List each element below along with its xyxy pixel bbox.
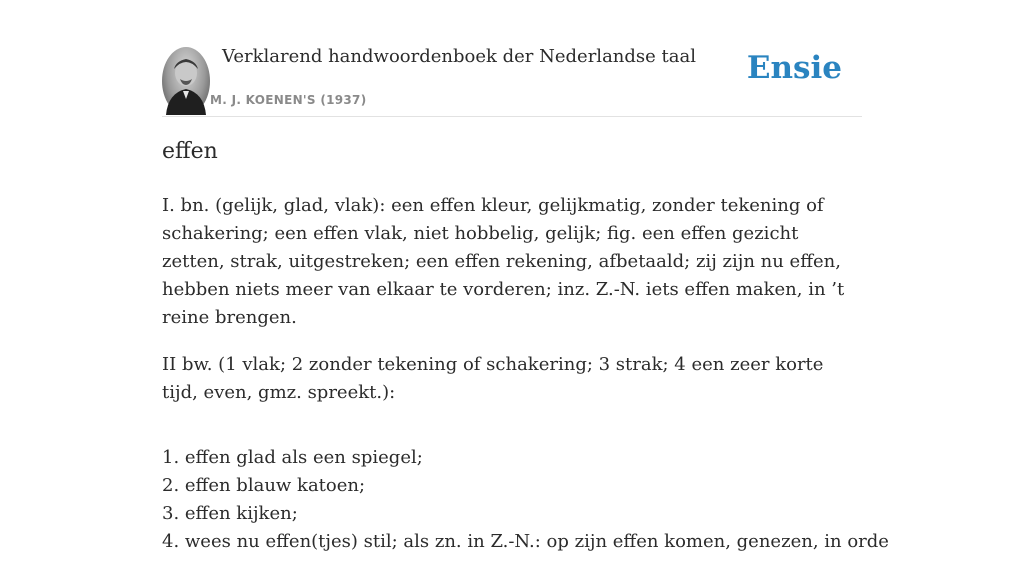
list-item: 1. effen glad als een spiegel; [162, 447, 423, 468]
list-item: 4. wees nu effen(tjes) stil; als zn. in Z.-N.: op zijn effen komen, genezen, in orde [162, 531, 889, 552]
brand-logo-link[interactable]: Ensie [746, 50, 842, 86]
definition-adverb: II bw. (1 vlak; 2 zonder tekening of schakering; 3 strak; 4 een zeer korte tijd, even, gmz. spreekt.): [162, 354, 824, 403]
list-item: 3. effen kijken; [162, 503, 298, 524]
entry-content [162, 192, 889, 574]
definition-adjective: I. bn. (gelijk, glad, vlak): een effen kleur, gelijkmatig, zonder tekening of schakering; een effen vlak, niet hobbelig, gelijk; fig. een effen gezicht zetten, strak, uitgestreken; een effen rekening, afbetaald; zij zijn nu effen, hebben niets meer van elkaar te vorderen; inz. Z.-N. iets effen maken, in ’t reine brengen. [162, 195, 845, 328]
site-header [162, 40, 862, 117]
entry-headword: effen [162, 139, 218, 164]
author-portrait [162, 47, 210, 115]
examples-list [162, 444, 889, 556]
dictionary-title: Verklarend handwoordenboek der Nederlandse taal [222, 46, 696, 67]
dictionary-subtitle: M. J. KOENEN'S (1937) [210, 93, 367, 107]
list-item: 2. effen blauw katoen; [162, 475, 366, 496]
